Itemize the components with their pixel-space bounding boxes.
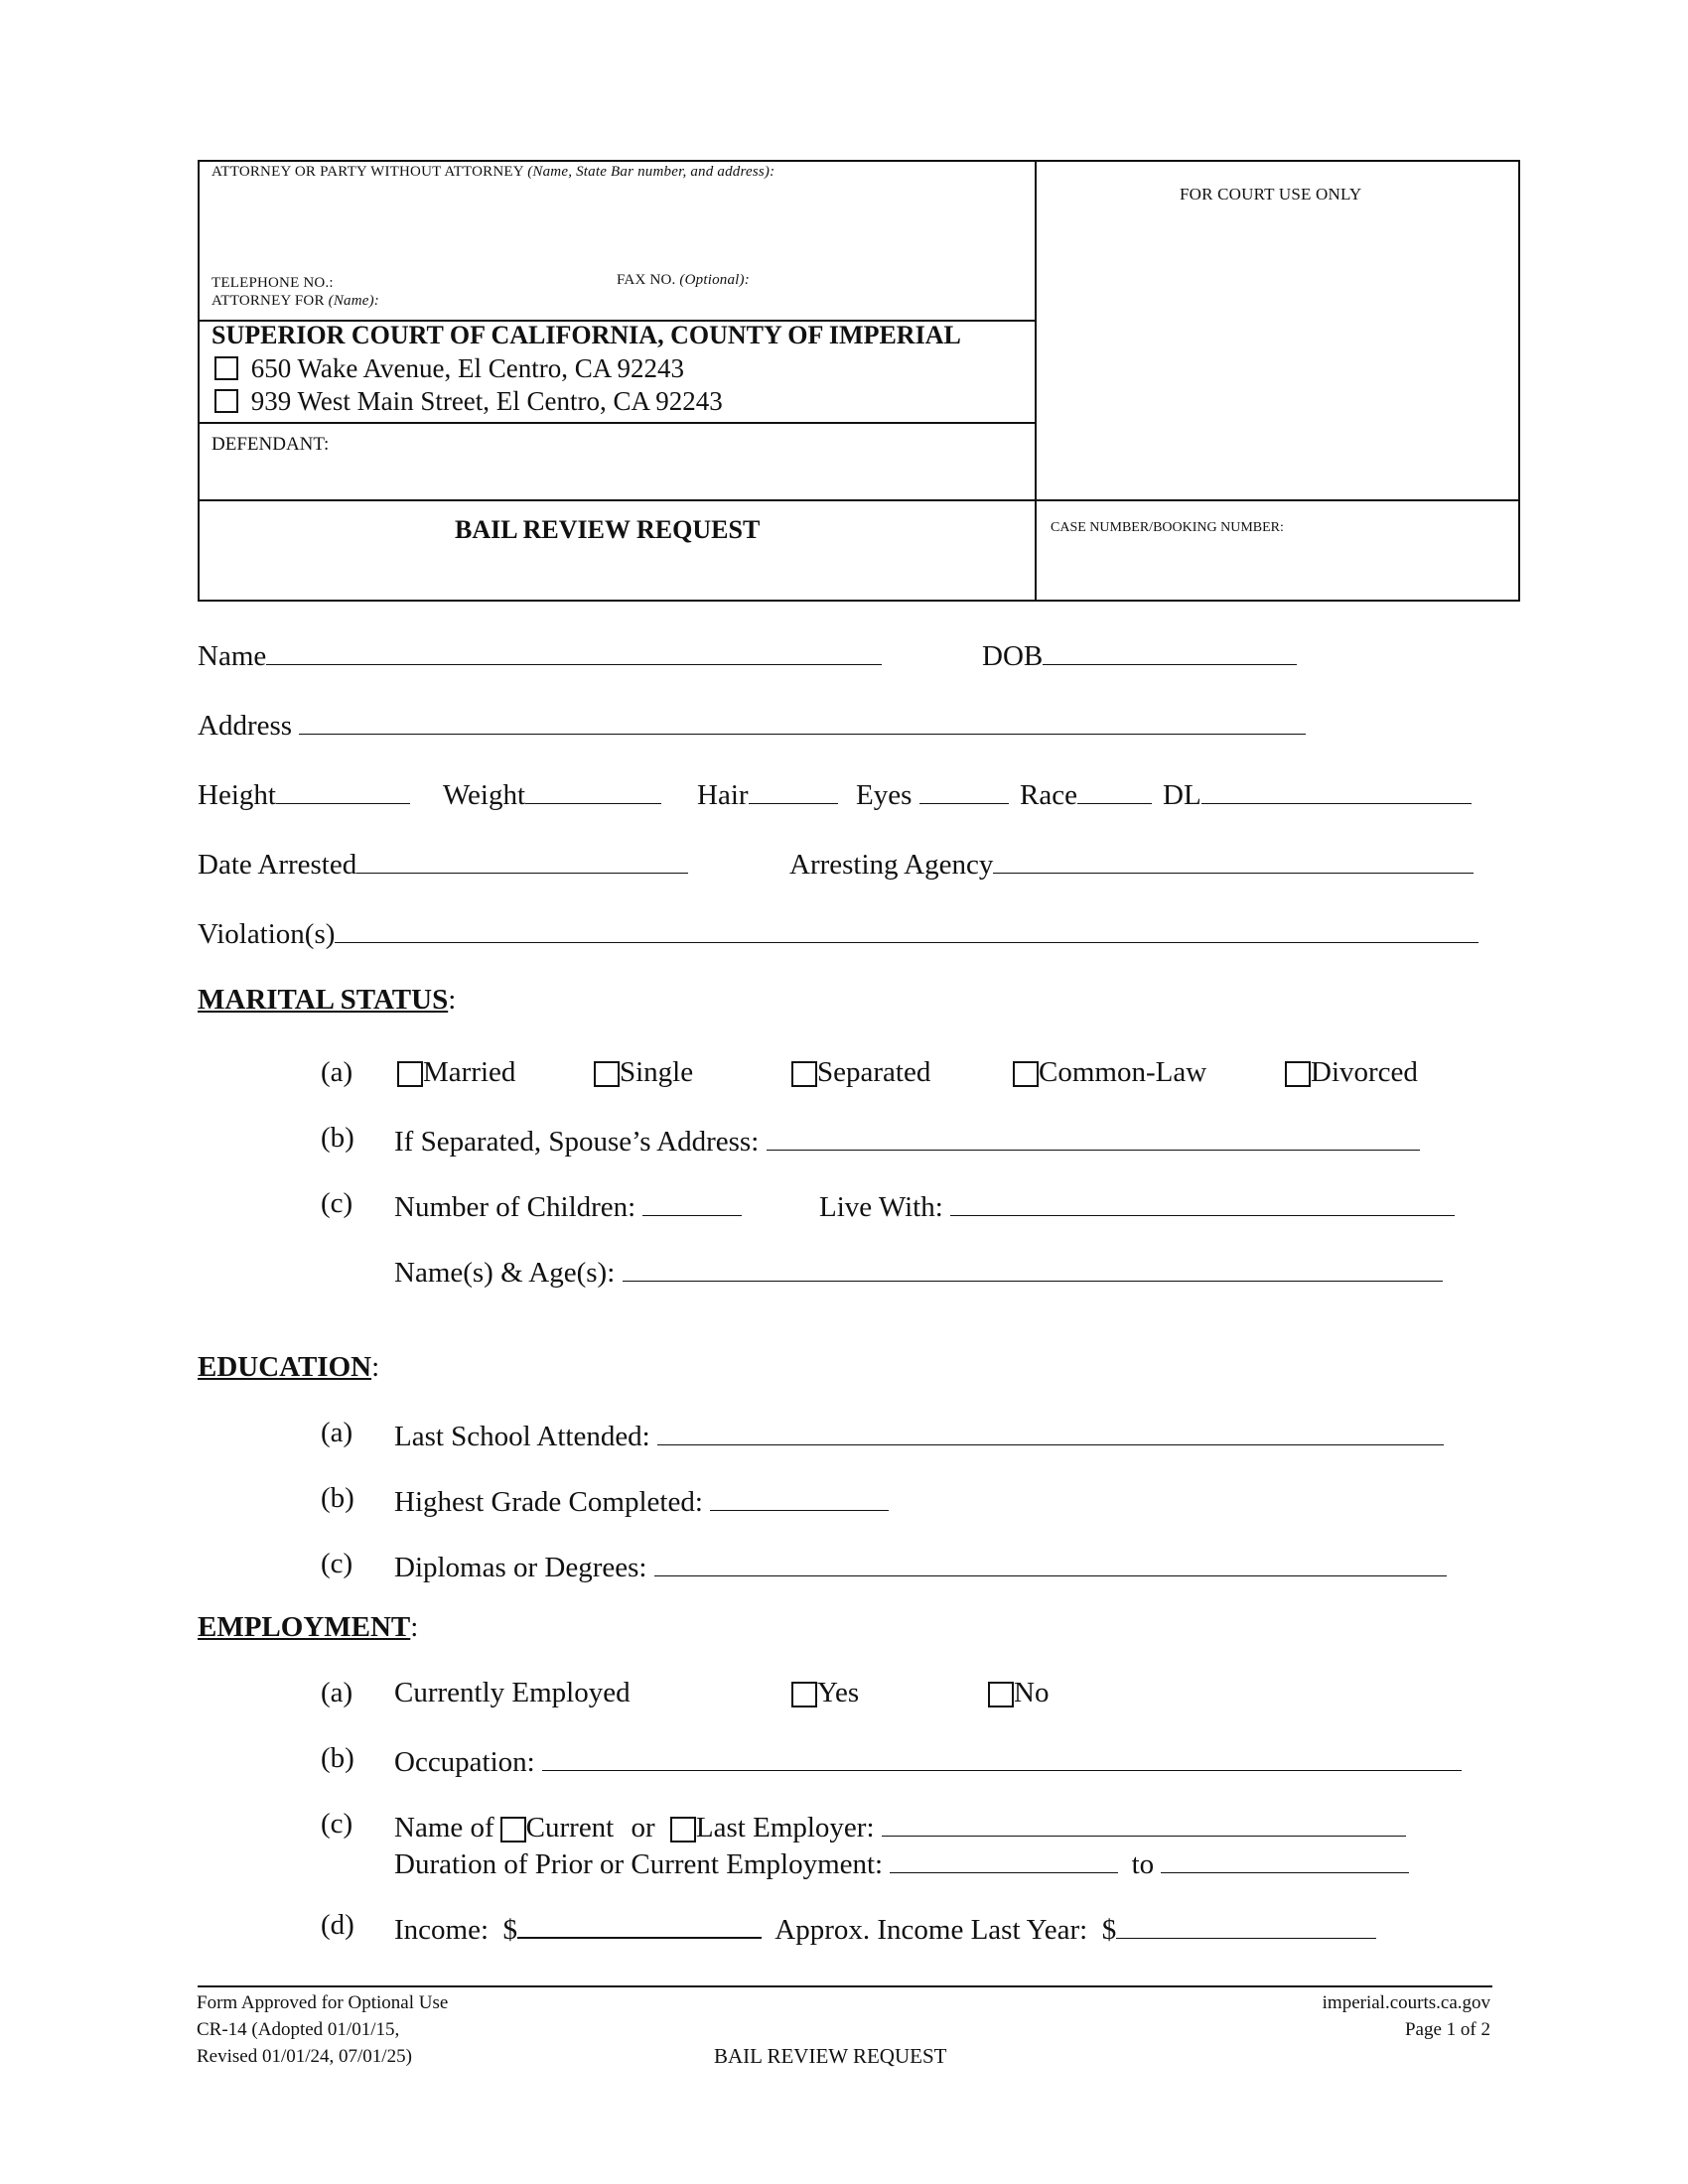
weight-row: Weight xyxy=(443,775,661,812)
spouse-address-row: If Separated, Spouse’s Address: xyxy=(394,1122,1420,1159)
approx-income-field[interactable] xyxy=(1116,1910,1376,1939)
footer-rule xyxy=(198,1985,1492,1987)
footer-page-number: Page 1 of 2 xyxy=(1404,2019,1490,2040)
arresting-agency-row: Arresting Agency xyxy=(789,845,1474,882)
spouse-address-field[interactable] xyxy=(767,1122,1420,1151)
dob-row: DOB xyxy=(982,636,1297,673)
employer-row: Name of Current or Last Employer: xyxy=(394,1808,1406,1844)
address-2-label: 939 West Main Street, El Centro, CA 92243 xyxy=(250,386,723,416)
address-row: Address xyxy=(198,706,1306,743)
duration-to-field[interactable] xyxy=(1161,1844,1409,1873)
occupation-row: Occupation: xyxy=(394,1742,1462,1779)
employment-b-letter: (b) xyxy=(321,1742,354,1774)
dob-field[interactable] xyxy=(1043,636,1297,665)
live-with-field[interactable] xyxy=(950,1187,1455,1216)
option-separated[interactable]: Separated xyxy=(791,1056,930,1089)
eyes-field[interactable] xyxy=(919,775,1009,804)
currently-employed-label: Currently Employed xyxy=(394,1677,631,1708)
caption-divider-3 xyxy=(198,499,1518,501)
race-row: Race xyxy=(1020,775,1152,812)
court-address-1[interactable] xyxy=(214,353,684,384)
live-with-row: Live With: xyxy=(819,1187,1455,1224)
fax-label: FAX NO. (Optional): xyxy=(617,272,750,288)
footer-right xyxy=(1323,1989,1490,2043)
race-field[interactable] xyxy=(1077,775,1152,804)
height-row: Height xyxy=(198,775,410,812)
court-use-label: FOR COURT USE ONLY xyxy=(1180,185,1362,204)
income-field[interactable] xyxy=(517,1909,762,1939)
marital-heading: MARITAL STATUS: xyxy=(198,984,457,1016)
footer-website[interactable]: imperial.courts.ca.gov xyxy=(1322,1992,1490,2013)
current-employer-checkbox[interactable] xyxy=(500,1817,526,1843)
address-2-checkbox[interactable] xyxy=(214,389,238,413)
footer-line1: Form Approved for Optional Use xyxy=(197,1992,449,2013)
weight-field[interactable] xyxy=(525,775,661,804)
option-married[interactable]: Married xyxy=(397,1056,515,1089)
yes-checkbox[interactable] xyxy=(791,1682,817,1707)
marital-c-letter: (c) xyxy=(321,1187,353,1219)
employment-c-letter: (c) xyxy=(321,1808,353,1840)
attorney-label: ATTORNEY OR PARTY WITHOUT ATTORNEY (Name, State Bar number, and address): xyxy=(211,164,775,180)
name-row: Name xyxy=(198,636,882,673)
height-field[interactable] xyxy=(276,775,410,804)
education-heading: EDUCATION: xyxy=(198,1351,380,1383)
date-arrested-field[interactable] xyxy=(356,845,688,874)
last-employer-checkbox[interactable] xyxy=(670,1817,696,1843)
separated-checkbox[interactable] xyxy=(791,1061,817,1087)
num-children-field[interactable] xyxy=(642,1187,742,1216)
divorced-checkbox[interactable] xyxy=(1285,1061,1311,1087)
option-single[interactable]: Single xyxy=(594,1056,693,1089)
education-a-letter: (a) xyxy=(321,1417,353,1448)
footer-left xyxy=(197,1989,448,2070)
form-title: BAIL REVIEW REQUEST xyxy=(455,515,761,544)
caption-divider-2 xyxy=(198,422,1037,424)
last-school-field[interactable] xyxy=(657,1417,1444,1445)
option-yes[interactable]: Yes xyxy=(791,1677,859,1709)
option-divorced[interactable]: Divorced xyxy=(1285,1056,1418,1089)
occupation-field[interactable] xyxy=(542,1742,1462,1771)
highest-grade-row: Highest Grade Completed: xyxy=(394,1482,889,1519)
hair-field[interactable] xyxy=(749,775,838,804)
employment-d-letter: (d) xyxy=(321,1909,354,1941)
last-school-row: Last School Attended: xyxy=(394,1417,1444,1453)
footer-line2: CR-14 (Adopted 01/01/15, xyxy=(197,2019,400,2040)
employer-field[interactable] xyxy=(882,1808,1406,1837)
marital-b-letter: (b) xyxy=(321,1122,354,1154)
num-children-row: Number of Children: xyxy=(394,1187,742,1224)
names-ages-field[interactable] xyxy=(623,1253,1443,1282)
court-address-2[interactable] xyxy=(214,386,723,417)
diplomas-field[interactable] xyxy=(654,1548,1447,1576)
footer-line3: Revised 01/01/24, 07/01/25) xyxy=(197,2046,412,2067)
single-checkbox[interactable] xyxy=(594,1061,620,1087)
eyes-row: Eyes xyxy=(856,775,1009,812)
education-b-letter: (b) xyxy=(321,1482,354,1514)
highest-grade-field[interactable] xyxy=(710,1482,889,1511)
arresting-agency-field[interactable] xyxy=(993,845,1474,874)
address-1-checkbox[interactable] xyxy=(214,356,238,380)
date-arrested-row: Date Arrested xyxy=(198,845,688,882)
caption-divider-vertical xyxy=(1035,160,1037,600)
income-row: Income: $ Approx. Income Last Year: $ xyxy=(394,1909,1376,1947)
hair-row: Hair xyxy=(697,775,838,812)
diplomas-row: Diplomas or Degrees: xyxy=(394,1548,1447,1584)
dl-field[interactable] xyxy=(1201,775,1472,804)
violations-row: Violation(s) xyxy=(198,914,1478,951)
attorney-for-label: ATTORNEY FOR (Name): xyxy=(211,293,380,309)
duration-row: Duration of Prior or Current Employment: to xyxy=(394,1844,1409,1881)
dl-row: DL xyxy=(1163,775,1472,812)
name-field[interactable] xyxy=(266,636,882,665)
case-number-label: CASE NUMBER/BOOKING NUMBER: xyxy=(1051,520,1284,535)
duration-from-field[interactable] xyxy=(890,1844,1118,1873)
common-law-checkbox[interactable] xyxy=(1013,1061,1039,1087)
address-1-label: 650 Wake Avenue, El Centro, CA 92243 xyxy=(250,353,685,383)
marital-a-letter: (a) xyxy=(321,1056,353,1088)
education-c-letter: (c) xyxy=(321,1548,353,1579)
violations-field[interactable] xyxy=(335,914,1478,943)
option-no[interactable]: No xyxy=(988,1677,1049,1709)
footer-title: BAIL REVIEW REQUEST xyxy=(714,2044,947,2068)
court-name: SUPERIOR COURT OF CALIFORNIA, COUNTY OF IMPERIAL xyxy=(211,321,961,349)
names-ages-row: Name(s) & Age(s): xyxy=(394,1253,1443,1290)
option-common-law[interactable]: Common-Law xyxy=(1013,1056,1206,1089)
employment-a-letter: (a) xyxy=(321,1677,353,1708)
defendant-label: DEFENDANT: xyxy=(211,434,330,455)
telephone-label: TELEPHONE NO.: xyxy=(211,275,334,291)
no-checkbox[interactable] xyxy=(988,1682,1014,1707)
employment-heading: EMPLOYMENT: xyxy=(198,1611,419,1643)
married-checkbox[interactable] xyxy=(397,1061,423,1087)
address-field[interactable] xyxy=(299,706,1306,735)
